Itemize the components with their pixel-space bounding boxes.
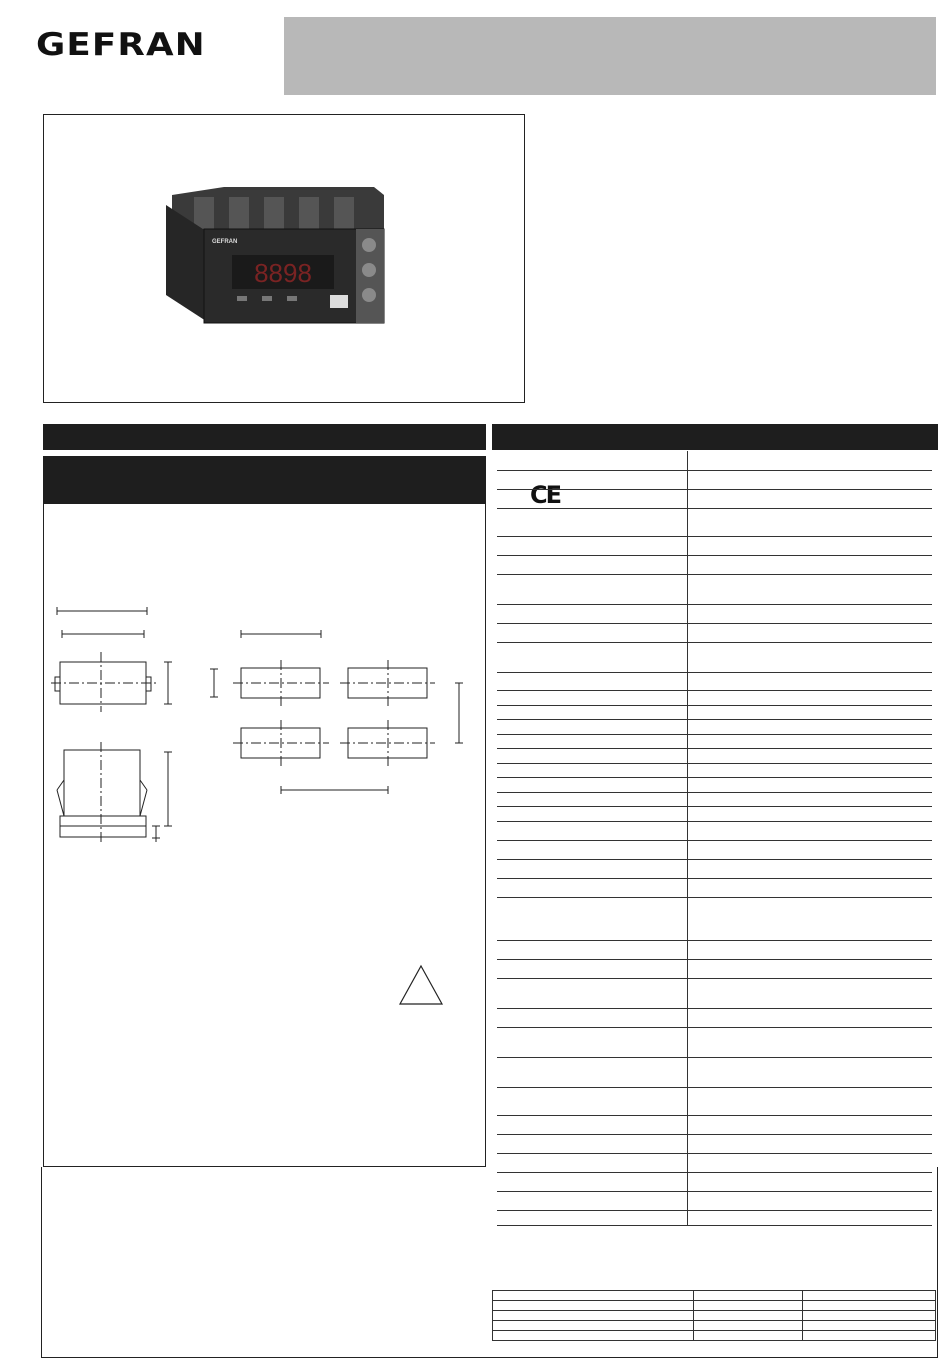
product-photo bbox=[44, 115, 524, 402]
frame-line-bottom bbox=[41, 1357, 938, 1358]
device-brand: GEFRAN bbox=[212, 239, 238, 245]
spec-table bbox=[497, 451, 932, 1226]
display-digits: 8898 bbox=[254, 258, 312, 288]
dimension-drawings bbox=[44, 504, 487, 1167]
title-band bbox=[284, 17, 936, 95]
frame-line-left bbox=[41, 1167, 42, 1358]
right-section-bar bbox=[492, 424, 938, 450]
order-table bbox=[492, 1290, 936, 1341]
left-section-bar bbox=[43, 424, 486, 450]
left-subsection-bar bbox=[43, 456, 486, 504]
product-photo-box bbox=[43, 114, 561, 509]
gefran-logo: GEFRAN bbox=[36, 27, 206, 63]
frame-line-right bbox=[937, 1167, 938, 1358]
ce-mark: CE bbox=[530, 481, 561, 509]
dimensions-panel bbox=[43, 504, 486, 1167]
warning-triangle-icon bbox=[400, 966, 442, 1004]
